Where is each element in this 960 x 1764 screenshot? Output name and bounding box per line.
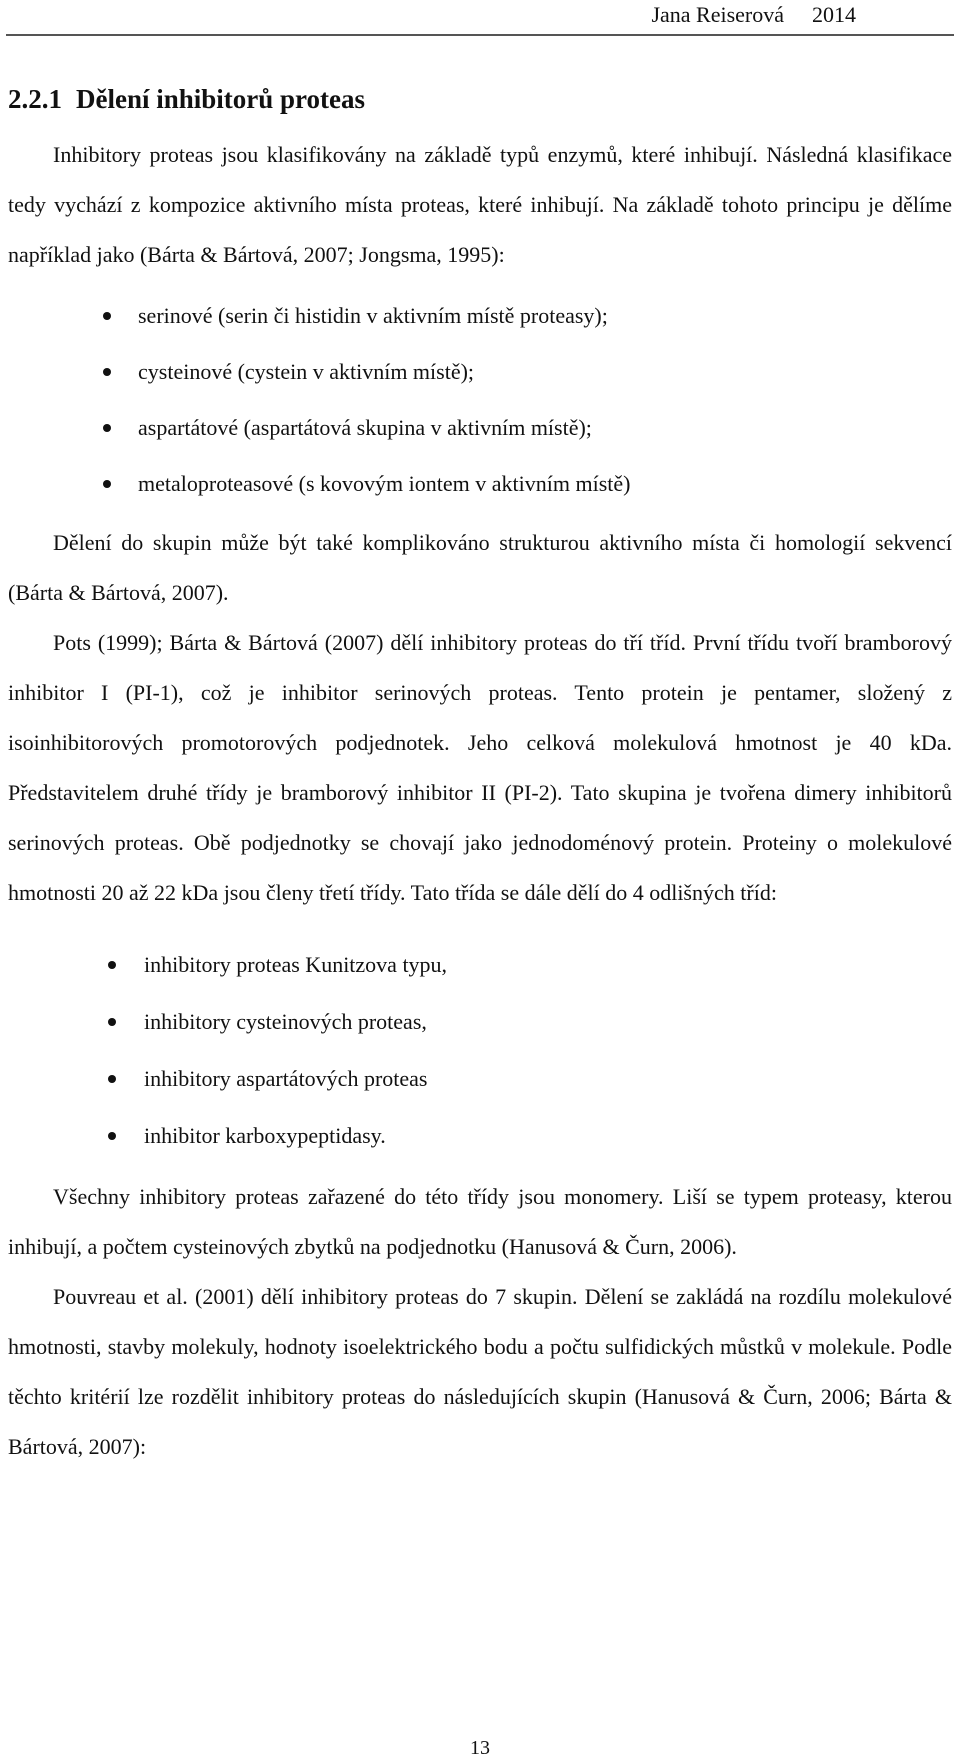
third-class-list	[8, 918, 952, 1172]
bullet-icon	[103, 480, 111, 488]
paragraph-three-classes: Pots (1999); Bárta & Bártová (2007) dělí inhibitory proteas do tří tříd. První třídu tvoří bramborový inhibitor I (PI-1), což je inhibitor serinových proteas. Tento protein je pentamer, složený z isoinhibitorových promotorových podjednotek. Jeho celková molekulová hmotnost je 40 kDa. Představitelem druhé třídy je bramborový inhibitor II (PI-2). Tato skupina je tvořena dimery inhibitorů serinových proteas. Obě podjednotky se chovají jako jednodoménový protein. Proteiny o molekulové hmotnosti 20 až 22 kDa jsou členy třetí třídy. Tato třída se dále dělí do 4 odlišných tříd:	[8, 630, 952, 905]
bullet-icon	[103, 368, 111, 376]
paragraph-monomers: Všechny inhibitory proteas zařazené do této třídy jsou monomery. Liší se typem proteasy, kterou inhibují, a počtem cysteinových zbytků na podjednotku (Hanusová & Čurn, 2006).	[8, 1184, 952, 1259]
list-item	[8, 993, 952, 1050]
header-author: Jana Reiserová	[651, 2, 784, 27]
bullet-icon	[103, 424, 111, 432]
list-item-text: cysteinové (cystein v aktivním místě);	[138, 359, 475, 384]
bullet-icon	[108, 1018, 116, 1026]
list-item	[8, 456, 952, 512]
section-number: 2.2.1	[8, 84, 62, 114]
bullet-icon	[108, 961, 116, 969]
running-header	[0, 0, 960, 36]
section-heading	[8, 82, 365, 116]
header-rule	[6, 34, 954, 36]
list-item-text: aspartátové (aspartátová skupina v aktivním místě);	[138, 415, 592, 440]
list-item	[8, 936, 952, 993]
list-item-text: inhibitor karboxypeptidasy.	[144, 1123, 386, 1148]
list-item	[8, 1107, 952, 1164]
list-item	[8, 288, 952, 344]
paragraph-seven-groups: Pouvreau et al. (2001) dělí inhibitory proteas do 7 skupin. Dělení se zakládá na rozdílu molekulové hmotnosti, stavby molekuly, hodnoty isoelektrického bodu a počtu sulfidických můstků v molekule. Podle těchto kritérií lze rozdělit inhibitory proteas do následujících skupin (Hanusová & Čurn, 2006; Bárta & Bártová, 2007):	[8, 1284, 952, 1459]
section-title: Dělení inhibitorů proteas	[76, 84, 366, 114]
protease-types-list	[8, 280, 952, 512]
page-number: 13	[470, 1737, 490, 1759]
paragraph-complication: Dělení do skupin může být také komplikováno strukturou aktivního místa či homologií sekvencí (Bárta & Bártová, 2007).	[8, 530, 952, 605]
bullet-icon	[103, 312, 111, 320]
list-item-text: metaloproteasové (s kovovým iontem v aktivním místě)	[138, 471, 631, 496]
bullet-icon	[108, 1132, 116, 1140]
list-item-text: inhibitory proteas Kunitzova typu,	[144, 952, 448, 977]
header-text	[651, 2, 856, 28]
header-year: 2014	[812, 2, 856, 27]
bullet-icon	[108, 1075, 116, 1083]
list-item-text: serinové (serin či histidin v aktivním místě proteasy);	[138, 303, 608, 328]
list-item	[8, 344, 952, 400]
list-item	[8, 400, 952, 456]
list-item-text: inhibitory cysteinových proteas,	[144, 1009, 427, 1034]
paragraph-intro: Inhibitory proteas jsou klasifikovány na základě typů enzymů, které inhibují. Následná klasifikace tedy vychází z kompozice aktivního místa proteas, které inhibují. Na základě tohoto principu je dělíme například jako (Bárta & Bártová, 2007; Jongsma, 1995):	[8, 142, 952, 267]
list-item	[8, 1050, 952, 1107]
body-text	[8, 130, 952, 1472]
list-item-text: inhibitory aspartátových proteas	[144, 1066, 428, 1091]
